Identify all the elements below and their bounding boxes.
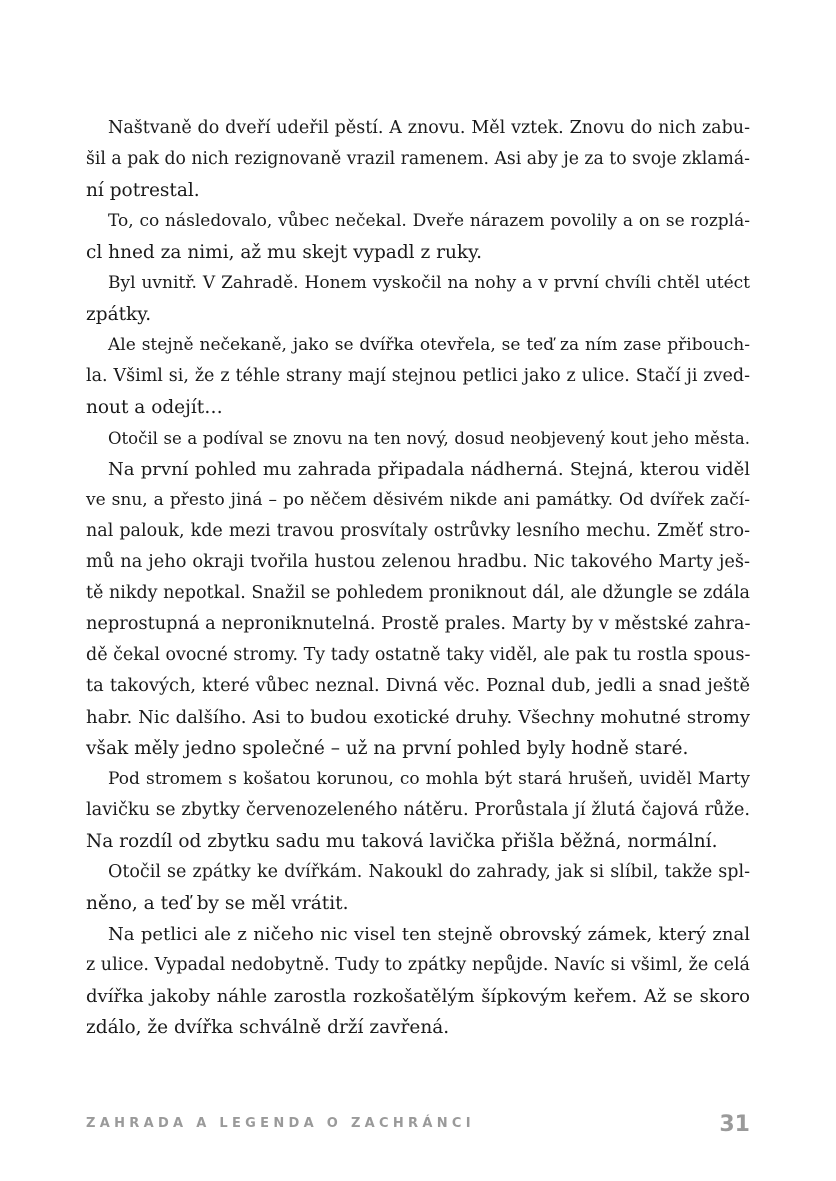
text-line: Byl uvnitř. V Zahradě. Honem vyskočil na nohy a v první chvíli chtěl utéct [108,273,750,293]
text-line: ta takových, které vůbec neznal. Divná věc. Poznal dub, jedli a snad ještě [86,676,750,696]
text-line: Naštvaně do dveří udeřil pěstí. A znovu. Měl vztek. Znovu do nich zabu- [108,118,750,138]
text-line: Na petlici ale z ničeho nic visel ten stejně obrovský zámek, který znal [108,924,750,945]
text-line: Na první pohled mu zahrada připadala nádherná. Stejná, kterou viděl [108,459,750,480]
text-line: zdálo, že dvířka schválně drží zavřená. [86,1017,450,1038]
text-line: nal palouk, kde mezi travou prosvítaly ostrůvky lesního mechu. Změť stro- [86,521,750,541]
text-line: dvířka jakoby náhle zarostla rozkošatělým šípkovým keřem. Až se skoro [86,986,750,1007]
text-line: la. Všiml si, že z téhle strany mají stejnou petlici jako z ulice. Stačí ji zved- [86,366,750,386]
text-line: habr. Nic dalšího. Asi to budou exotické druhy. Všechny mohutné stromy [86,707,750,728]
page-footer [86,1112,750,1148]
text-line: To, co následovalo, vůbec nečekal. Dveře nárazem povolily a on se rozplá- [108,211,750,231]
text-line: neprostupná a neproniknutelná. Prostě prales. Marty by v městské zahra- [86,614,751,634]
text-line: něno, a teď by se měl vrátit. [86,893,349,914]
text-line: Otočil se zpátky ke dvířkám. Nakoukl do zahrady, jak si slíbil, takže spl- [108,862,750,882]
text-line: šil a pak do nich rezignovaně vrazil ramenem. Asi aby je za to svoje zklamá- [86,149,750,169]
text-line: lavičku se zbytky červenozeleného nátěru. Prorůstala jí žlutá čajová růže. [86,800,750,820]
text-line: Ale stejně nečekaně, jako se dvířka otevřela, se teď za ním zase přibouch- [108,335,750,355]
text-line: mů na jeho okraji tvořila hustou zelenou hradbu. Nic takového Marty ješ- [86,552,750,572]
page-number: 31 [719,1112,750,1137]
text-line: ve snu, a přesto jiná – po něčem děsivém nikde ani památky. Od dvířek začí- [86,490,750,510]
text-line: Na rozdíl od zbytku sadu mu taková lavička přišla běžná, normální. [86,831,718,852]
text-line: Otočil se a podíval se znovu na ten nový, dosud neobjevený kout jeho města. [108,429,750,448]
text-line: Pod stromem s košatou korunou, co mohla být stará hrušeň, uviděl Marty [108,769,750,789]
running-title: ZAHRADA A LEGENDA O ZACHRÁNCI [86,1116,475,1131]
text-line: zpátky. [86,304,152,325]
text-line: dě čekal ovocné stromy. Ty tady ostatně taky viděl, ale pak tu rostla spous- [86,645,751,665]
text-line: ní potrestal. [86,180,200,201]
body-text [86,113,750,1043]
text-line: cl hned za nimi, až mu skejt vypadl z ruky. [86,242,482,263]
text-line: tě nikdy nepotkal. Snažil se pohledem proniknout dál, ale džungle se zdála [86,583,750,603]
text-line: nout a odejít… [86,397,223,418]
text-line: z ulice. Vypadal nedobytně. Tudy to zpátky nepůjde. Navíc si všiml, že celá [86,955,750,975]
text-line: však měly jedno společné – už na první pohled byly hodně staré. [86,738,689,759]
